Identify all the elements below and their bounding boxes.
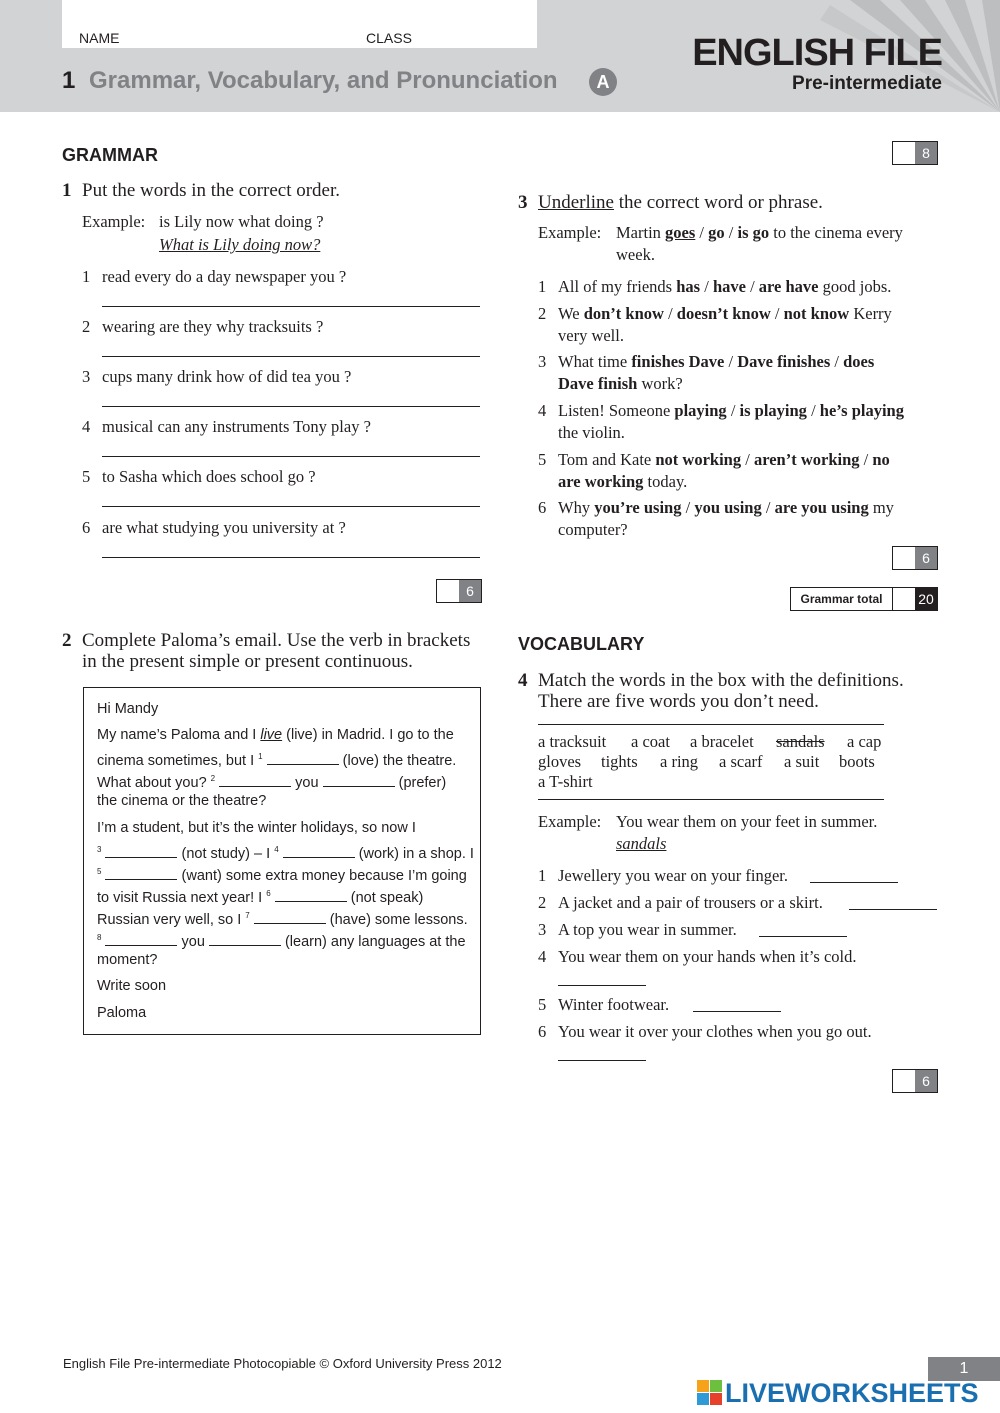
score-points: 8	[915, 142, 937, 164]
item-number: 1	[538, 277, 547, 296]
email-line: I’m a student, but it’s the winter holidays, so now I	[97, 820, 416, 836]
gap-4[interactable]	[283, 844, 355, 858]
grammar-total-label: Grammar total	[791, 588, 893, 610]
answer-line[interactable]	[102, 406, 480, 407]
brand-logo: ENGLISH FILE	[692, 32, 942, 74]
item-sentence: Dave finish work?	[558, 374, 683, 393]
item-prompt: cups many drink how of did tea you ?	[102, 367, 352, 386]
item-definition: A top you wear in summer.	[558, 920, 737, 939]
word: a scarf	[719, 752, 763, 771]
score-input[interactable]	[893, 547, 915, 569]
answer-option[interactable]: playing	[674, 401, 727, 420]
answer-option[interactable]: doesn’t know	[676, 304, 771, 323]
email-line: cinema sometimes, but I $^1$ (love) the theatre.	[97, 752, 457, 769]
answer-option[interactable]: are working	[558, 472, 644, 491]
exercise-4-score	[892, 1069, 938, 1093]
unit-badge: A	[589, 68, 617, 96]
exercise-2-instruction: Complete Paloma’s email. Use the verb in brackets	[82, 630, 471, 651]
grammar-total-points: 20	[915, 588, 937, 610]
exercise-2-number: 2	[62, 630, 72, 651]
item-number: 2	[538, 893, 547, 912]
exercise-4-instruction-line-2: There are five words you don’t need.	[538, 691, 819, 712]
gap-2a[interactable]	[219, 773, 291, 787]
answer-line[interactable]	[102, 506, 480, 507]
word: gloves	[538, 752, 582, 771]
email-line: $^5$ (want) some extra money because I’m going	[97, 867, 467, 884]
item-sentence: What time finishes Dave / Dave finishes / does	[558, 352, 875, 371]
word: a coat	[631, 732, 670, 751]
answer-line[interactable]	[102, 306, 480, 307]
liveworksheets-watermark	[697, 1378, 979, 1408]
answer-option[interactable]: aren’t working	[753, 450, 860, 469]
answer-option[interactable]: has	[676, 277, 701, 296]
item-number: 4	[538, 947, 547, 966]
item-number: 1	[82, 267, 91, 286]
item-number: 6	[538, 1022, 547, 1041]
word: boots	[839, 752, 875, 771]
email-signoff: Write soon	[97, 978, 167, 994]
gap-3[interactable]	[105, 844, 177, 858]
answer-option[interactable]: not working	[655, 450, 742, 469]
exercise-1-number: 1	[62, 180, 72, 201]
exercise-1-example-label: Example:	[82, 212, 146, 231]
footer-copyright	[63, 1356, 502, 1371]
item-sentence: Listen! Someone playing / is playing / he’s playing	[558, 401, 904, 420]
item-definition: A jacket and a pair of trousers or a skirt.	[558, 893, 823, 912]
exercise-4-example-label: Example:	[538, 812, 602, 831]
exercise-1-instruction: Put the words in the correct order.	[82, 180, 341, 201]
email-line: $^8$ you (learn) any languages at the	[97, 933, 466, 950]
answer-option[interactable]: does	[843, 352, 875, 371]
answer-line[interactable]	[759, 936, 847, 937]
brand-level: Pre-intermediate	[792, 73, 942, 94]
name-class-box	[62, 0, 537, 48]
item-prompt: musical can any instruments Tony play ?	[102, 417, 371, 436]
liveworksheets-text: LIVEWORKSHEETS	[725, 1377, 979, 1408]
gap-2b[interactable]	[323, 773, 395, 787]
grammar-total-input[interactable]	[893, 588, 915, 610]
unit-title: Grammar, Vocabulary, and Pronunciation	[89, 67, 558, 94]
gap-7[interactable]	[254, 910, 326, 924]
item-number: 4	[82, 417, 91, 436]
exercise-3-instruction: Underline the correct word or phrase.	[538, 192, 823, 213]
item-number: 2	[82, 317, 91, 336]
item-number: 5	[538, 450, 547, 469]
grammar-section-score	[892, 141, 938, 165]
item-sentence: All of my friends has / have / are have good jobs.	[558, 277, 892, 296]
item-definition: Jewellery you wear on your finger.	[558, 866, 789, 885]
grammar-total-box	[790, 587, 938, 611]
answer-option[interactable]: finishes Dave	[631, 352, 725, 371]
exercise-2-instruction-line-2: in the present simple or present continuous.	[82, 651, 413, 672]
exercise-3-number: 3	[518, 192, 528, 213]
footer-book-title: English File Pre-intermediate	[63, 1356, 230, 1371]
item-sentence: Why you’re using / you using / are you using my	[558, 498, 894, 517]
item-sentence: are working today.	[558, 472, 688, 491]
word: a bracelet	[690, 732, 754, 751]
example-answer: live	[260, 727, 283, 743]
answer-line[interactable]	[102, 557, 480, 558]
answer-option[interactable]: not know	[783, 304, 850, 323]
page-header	[0, 0, 1000, 112]
item-number: 1	[538, 866, 547, 885]
answer-option[interactable]: Dave finishes	[737, 352, 831, 371]
answer-line[interactable]	[810, 882, 898, 883]
item-number: 6	[538, 498, 547, 517]
exercise-1-example-prompt: is Lily now what doing ?	[159, 212, 324, 231]
item-number: 2	[538, 304, 547, 323]
exercise-4-example-answer: sandals	[616, 834, 667, 853]
email-signature: Paloma	[97, 1005, 147, 1021]
word: tights	[601, 752, 638, 771]
exercise-3-example-label: Example:	[538, 223, 602, 242]
word: a ring	[660, 752, 699, 771]
grammar-heading: GRAMMAR	[62, 145, 158, 165]
score-input[interactable]	[437, 580, 459, 602]
class-label: CLASS	[366, 30, 412, 46]
email-box	[83, 687, 481, 1035]
gap-6[interactable]	[275, 888, 347, 902]
answer-option[interactable]: you’re using	[594, 498, 682, 517]
answer-option[interactable]: you using	[694, 498, 762, 517]
email-line: $^3$ (not study) – I $^4$ (work) in a shop. I	[97, 845, 474, 862]
exercise-3-score	[892, 546, 938, 570]
word-used-example: sandals	[776, 732, 825, 751]
answer-option[interactable]: are have	[758, 277, 819, 296]
item-number: 4	[538, 401, 547, 420]
page-number: 1	[928, 1357, 1000, 1381]
vocabulary-heading: VOCABULARY	[518, 634, 645, 654]
answer-line[interactable]	[849, 909, 937, 910]
word-box	[538, 724, 884, 800]
item-number: 6	[82, 518, 91, 537]
score-points: 6	[915, 1070, 937, 1092]
gap-5[interactable]	[105, 866, 177, 880]
score-input[interactable]	[893, 142, 915, 164]
item-sentence: computer?	[558, 520, 628, 539]
answer-option[interactable]: is playing	[739, 401, 807, 420]
item-number: 3	[538, 920, 547, 939]
item-definition: You wear them on your hands when it’s cold.	[558, 947, 857, 966]
score-input[interactable]	[893, 1070, 915, 1092]
email-line: moment?	[97, 952, 158, 968]
answer-line[interactable]	[102, 456, 480, 457]
item-number: 3	[82, 367, 91, 386]
word: a tracksuit	[538, 732, 607, 751]
name-label: NAME	[79, 30, 120, 46]
item-number: 5	[82, 467, 91, 486]
answer-option[interactable]: Dave finish	[558, 374, 638, 393]
word: a T-shirt	[538, 772, 593, 791]
email-line: Russian very well, so I $^7$ (have) some lessons.	[97, 911, 468, 928]
item-definition: Winter footwear.	[558, 995, 670, 1014]
email-greeting: Hi Mandy	[97, 701, 159, 717]
answer-option[interactable]: have	[712, 277, 746, 296]
exercise-4-number: 4	[518, 670, 528, 691]
score-points: 6	[915, 547, 937, 569]
exercise-4-example-text: You wear them on your feet in summer.	[616, 812, 878, 831]
item-prompt: to Sasha which does school go ?	[102, 467, 316, 486]
exercise-4-instruction: Match the words in the box with the definitions.	[538, 670, 904, 691]
email-line: the cinema or the theatre?	[97, 793, 267, 809]
answer-line[interactable]	[693, 1011, 781, 1012]
answer-option[interactable]: no	[872, 450, 890, 469]
answer-option[interactable]: he’s playing	[819, 401, 904, 420]
word: a cap	[847, 732, 882, 751]
item-number: 3	[538, 352, 547, 371]
item-prompt: wearing are they why tracksuits ?	[102, 317, 324, 336]
answer-line[interactable]	[102, 356, 480, 357]
exercise-1-example-answer: What is Lily doing now?	[159, 235, 321, 254]
item-sentence: the violin.	[558, 423, 625, 442]
exercise-1-score	[436, 579, 482, 603]
answer-option[interactable]: don’t know	[583, 304, 664, 323]
unit-number: 1	[62, 67, 76, 94]
exercise-3-example-cont: week.	[616, 245, 655, 264]
email-line: What about you? $^2$ you (prefer)	[97, 774, 447, 791]
gap-8b[interactable]	[209, 932, 281, 946]
gap-8a[interactable]	[105, 932, 177, 946]
gap-1[interactable]	[267, 751, 339, 765]
item-number: 5	[538, 995, 547, 1014]
item-sentence: very well.	[558, 326, 624, 345]
item-definition: You wear it over your clothes when you go out.	[558, 1022, 872, 1041]
word: a suit	[784, 752, 820, 771]
email-line: My name’s Paloma and I live (live) in Madrid. I go to the	[97, 727, 454, 743]
email-line: to visit Russia next year! I $^6$ (not speak)	[97, 889, 424, 906]
answer-line[interactable]	[558, 985, 646, 986]
item-prompt: are what studying you university at ?	[102, 518, 346, 537]
score-points: 6	[459, 580, 481, 602]
answer-line[interactable]	[558, 1060, 646, 1061]
liveworksheets-icon	[697, 1380, 723, 1406]
item-sentence: We don’t know / doesn’t know / not know Kerry	[558, 304, 892, 323]
footer-rights: Photocopiable © Oxford University Press 2012	[229, 1356, 502, 1371]
item-sentence: Tom and Kate not working / aren’t working / no	[558, 450, 890, 469]
answer-option[interactable]: are you using	[774, 498, 869, 517]
exercise-3-example: Martin goes / go / is go to the cinema every	[616, 223, 903, 242]
item-prompt: read every do a day newspaper you ?	[102, 267, 347, 286]
